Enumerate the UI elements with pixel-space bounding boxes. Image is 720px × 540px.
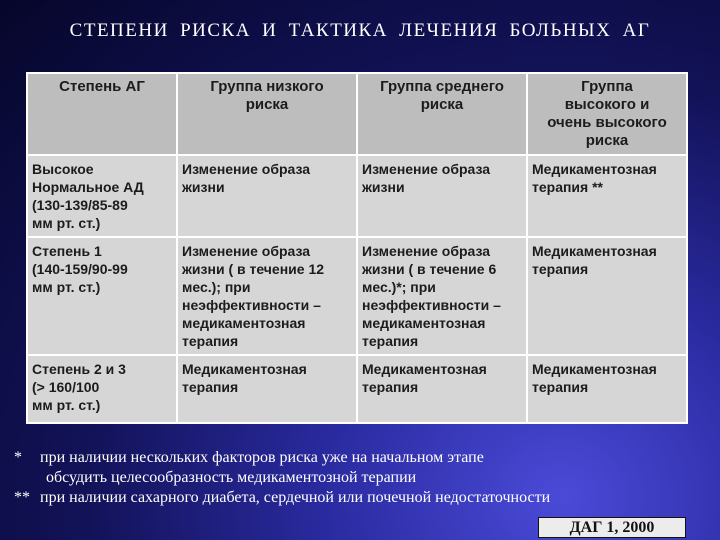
high-risk-cell: Медикаментозная терапия [527, 237, 687, 355]
footnote-2-marker: ** [14, 489, 30, 506]
table-row [27, 355, 687, 423]
medium-risk-cell: Изменение образа жизни [357, 155, 527, 237]
footnote-2-text: при наличии сахарного диабета, сердечной или почечной недостаточности [40, 489, 551, 506]
row-grade-cell: Степень 2 и 3 (> 160/100 мм рт. ст.) [27, 355, 177, 423]
row-grade-cell: Степень 1 (140-159/90-99 мм рт. ст.) [27, 237, 177, 355]
low-risk-cell: Изменение образа жизни [177, 155, 357, 237]
table-header-row [27, 73, 687, 155]
footnote-1-marker: * [14, 449, 22, 466]
footnote-1-continuation: обсудить целесообразность медикаментозной терапии [46, 469, 417, 486]
high-risk-cell: Медикаментозная терапия [527, 355, 687, 423]
header-low-risk: Группа низкого риска [177, 73, 357, 155]
medium-risk-cell: Медикаментозная терапия [357, 355, 527, 423]
high-risk-cell: Медикаментозная терапия ** [527, 155, 687, 237]
footnote-1 [14, 448, 714, 468]
footnote-1-text: при наличии нескольких факторов риска уже на начальном этапе [40, 449, 484, 466]
low-risk-cell: Изменение образа жизни ( в течение 12 мес.); при неэффективности – медикаментозная терапия [177, 237, 357, 355]
header-medium-risk: Группа среднего риска [357, 73, 527, 155]
footnotes [14, 448, 714, 508]
slide-title: СТЕПЕНИ РИСКА И ТАКТИКА ЛЕЧЕНИЯ БОЛЬНЫХ АГ [69, 20, 651, 41]
source-badge: ДАГ 1, 2000 [538, 517, 686, 538]
header-high-risk: Группа высокого и очень высокого риска [527, 73, 687, 155]
footnote-2 [14, 488, 714, 508]
table-row [27, 155, 687, 237]
table-row [27, 237, 687, 355]
header-grade: Степень АГ [27, 73, 177, 155]
medium-risk-cell: Изменение образа жизни ( в течение 6 мес.)*; при неэффективности – медикаментозная терапия [357, 237, 527, 355]
low-risk-cell: Медикаментозная терапия [177, 355, 357, 423]
risk-treatment-table [26, 72, 688, 424]
row-grade-cell: Высокое Нормальное АД (130-139/85-89 мм рт. ст.) [27, 155, 177, 237]
